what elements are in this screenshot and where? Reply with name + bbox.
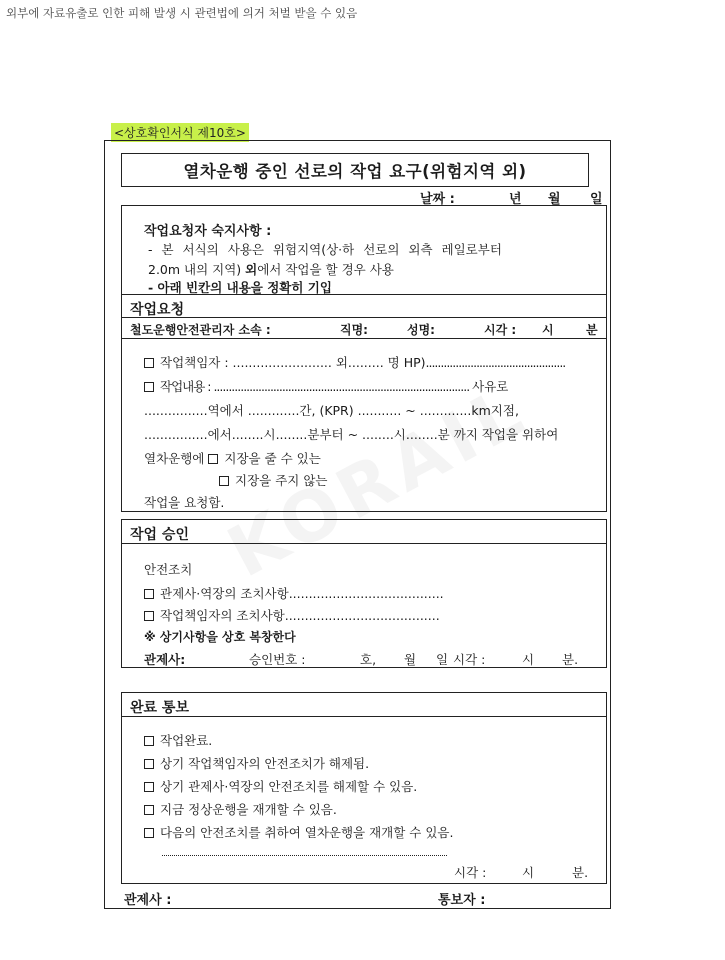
- completion-item-2: [144, 754, 369, 772]
- affiliation-label: 철도운행안전관리자 소속 :: [130, 323, 271, 337]
- completion-item-1-checkbox[interactable]: [144, 736, 154, 746]
- completion-time-label: 시각 :: [454, 865, 487, 880]
- completion-item-5-checkbox[interactable]: [144, 828, 154, 838]
- date-year: 년: [509, 192, 522, 207]
- approval-item-1-checkbox[interactable]: [144, 589, 154, 599]
- approval-item-2-checkbox[interactable]: [144, 611, 154, 621]
- footer-reporter-label: 통보자 :: [438, 893, 486, 908]
- time-label: 시각 :: [484, 323, 517, 337]
- approval-section: [121, 519, 607, 668]
- approval-item-1: [144, 584, 444, 602]
- manager-phone-dots: ...............................................: [425, 355, 566, 370]
- content-row: [144, 377, 508, 395]
- approval-ho: 호,: [360, 652, 377, 667]
- notice-line-2-c: 에서 작업을 할 경우 사용: [257, 262, 394, 277]
- date-month: 월: [548, 192, 561, 207]
- approval-item-2: [144, 606, 440, 624]
- approval-note: ※ 상기사항을 상호 복창한다: [144, 630, 296, 644]
- completion-item-3-text: 상기 관제사·역장의 안전조치를 해제할 수 있음.: [160, 779, 418, 794]
- name-label: 성명:: [407, 323, 435, 337]
- notice-box: [121, 205, 607, 295]
- form-title: 열차운행 중인 선로의 작업 요구(위험지역 외): [121, 153, 589, 187]
- approval-day: 일: [436, 652, 449, 667]
- content-text: 작업내용 : ......................................................................................: [160, 379, 473, 394]
- approval-controller-label: 관제사:: [144, 652, 186, 667]
- manager-text: 작업책임자 : ......................... 외......... 명 HP): [160, 355, 426, 370]
- completion-fill-line: [162, 855, 447, 856]
- notice-line-3: - 아래 빈칸의 내용을 정확히 기입: [148, 280, 332, 295]
- completion-item-2-text: 상기 작업책임자의 안전조치가 해제됨.: [160, 756, 370, 771]
- request-info-row: [122, 317, 606, 339]
- impact-prefix: 열차운행에: [144, 451, 205, 466]
- leak-warning-text: 외부에 자료유출로 인한 피해 발생 시 관련법에 의거 처벌 받을 수 있음: [6, 6, 358, 20]
- content-checkbox[interactable]: [144, 382, 154, 392]
- impact-yes-label: 지장을 줄 수 있는: [224, 451, 321, 466]
- hour-label: 시: [542, 323, 554, 337]
- approval-item-2-text: 작업책임자의 조치사항.......................................: [160, 608, 440, 623]
- footer-controller-label: 관제사 :: [124, 893, 172, 908]
- completion-item-1-text: 작업완료.: [160, 733, 213, 748]
- completion-item-3: [144, 777, 417, 795]
- request-heading: 작업요청: [130, 302, 185, 318]
- request-closing: 작업을 요청함.: [144, 495, 225, 510]
- approval-hour: 시: [522, 652, 535, 667]
- completion-item-1: [144, 731, 212, 749]
- completion-item-5-text: 다음의 안전조치를 취하여 열차운행을 재개할 수 있음.: [160, 825, 454, 840]
- period-row: ................에서........시........분부터 ~ ........시........분 까지 작업을 위하여: [144, 427, 559, 442]
- position-label: 직명:: [340, 323, 368, 337]
- approval-heading: 작업 승인: [122, 520, 606, 544]
- date-day: 일: [590, 192, 603, 207]
- impact-yes-checkbox[interactable]: [208, 454, 218, 464]
- completion-hour: 시: [522, 865, 535, 880]
- safety-label: 안전조치: [144, 562, 193, 577]
- location-row: ................역에서 .............간, (KPR) ........... ~ .............km지점,: [144, 403, 519, 418]
- completion-item-3-checkbox[interactable]: [144, 782, 154, 792]
- notice-heading: 작업요청자 숙지사항 :: [144, 224, 272, 239]
- completion-item-4-checkbox[interactable]: [144, 805, 154, 815]
- completion-section: [121, 692, 607, 884]
- request-section: [121, 294, 607, 512]
- content-reason: 사유로: [472, 379, 509, 394]
- completion-minute: 분.: [572, 865, 589, 880]
- completion-item-5: [144, 823, 453, 841]
- approval-month: 월: [404, 652, 417, 667]
- notice-line-1: - 본 서식의 사용은 위험지역(상·하 선로의 외측 레일로부터: [148, 242, 502, 257]
- impact-no-label: 지장을 주지 않는: [235, 473, 328, 488]
- impact-row: [144, 449, 321, 467]
- manager-checkbox[interactable]: [144, 358, 154, 368]
- notice-line-2-a: 2.0m 내의 지역): [148, 262, 246, 277]
- completion-item-2-checkbox[interactable]: [144, 759, 154, 769]
- manager-row: [144, 353, 565, 371]
- notice-line-2: [148, 260, 394, 278]
- approval-minute: 분.: [562, 652, 579, 667]
- date-label: 날짜 :: [420, 192, 455, 207]
- form-number-tag: <상호확인서식 제10호>: [111, 123, 249, 142]
- notice-line-2-b: 외: [245, 262, 258, 277]
- completion-item-4-text: 지금 정상운행을 재개할 수 있음.: [160, 802, 337, 817]
- approval-item-1-text: 관제사·역장의 조치사항.......................................: [160, 586, 444, 601]
- approval-time-label: 시각 :: [453, 652, 486, 667]
- completion-item-4: [144, 800, 337, 818]
- completion-heading: 완료 통보: [122, 693, 606, 717]
- approval-number-label: 승인번호 :: [249, 652, 306, 667]
- impact-no-checkbox[interactable]: [219, 476, 229, 486]
- minute-label: 분: [586, 323, 598, 337]
- impact-no-row: [219, 471, 327, 489]
